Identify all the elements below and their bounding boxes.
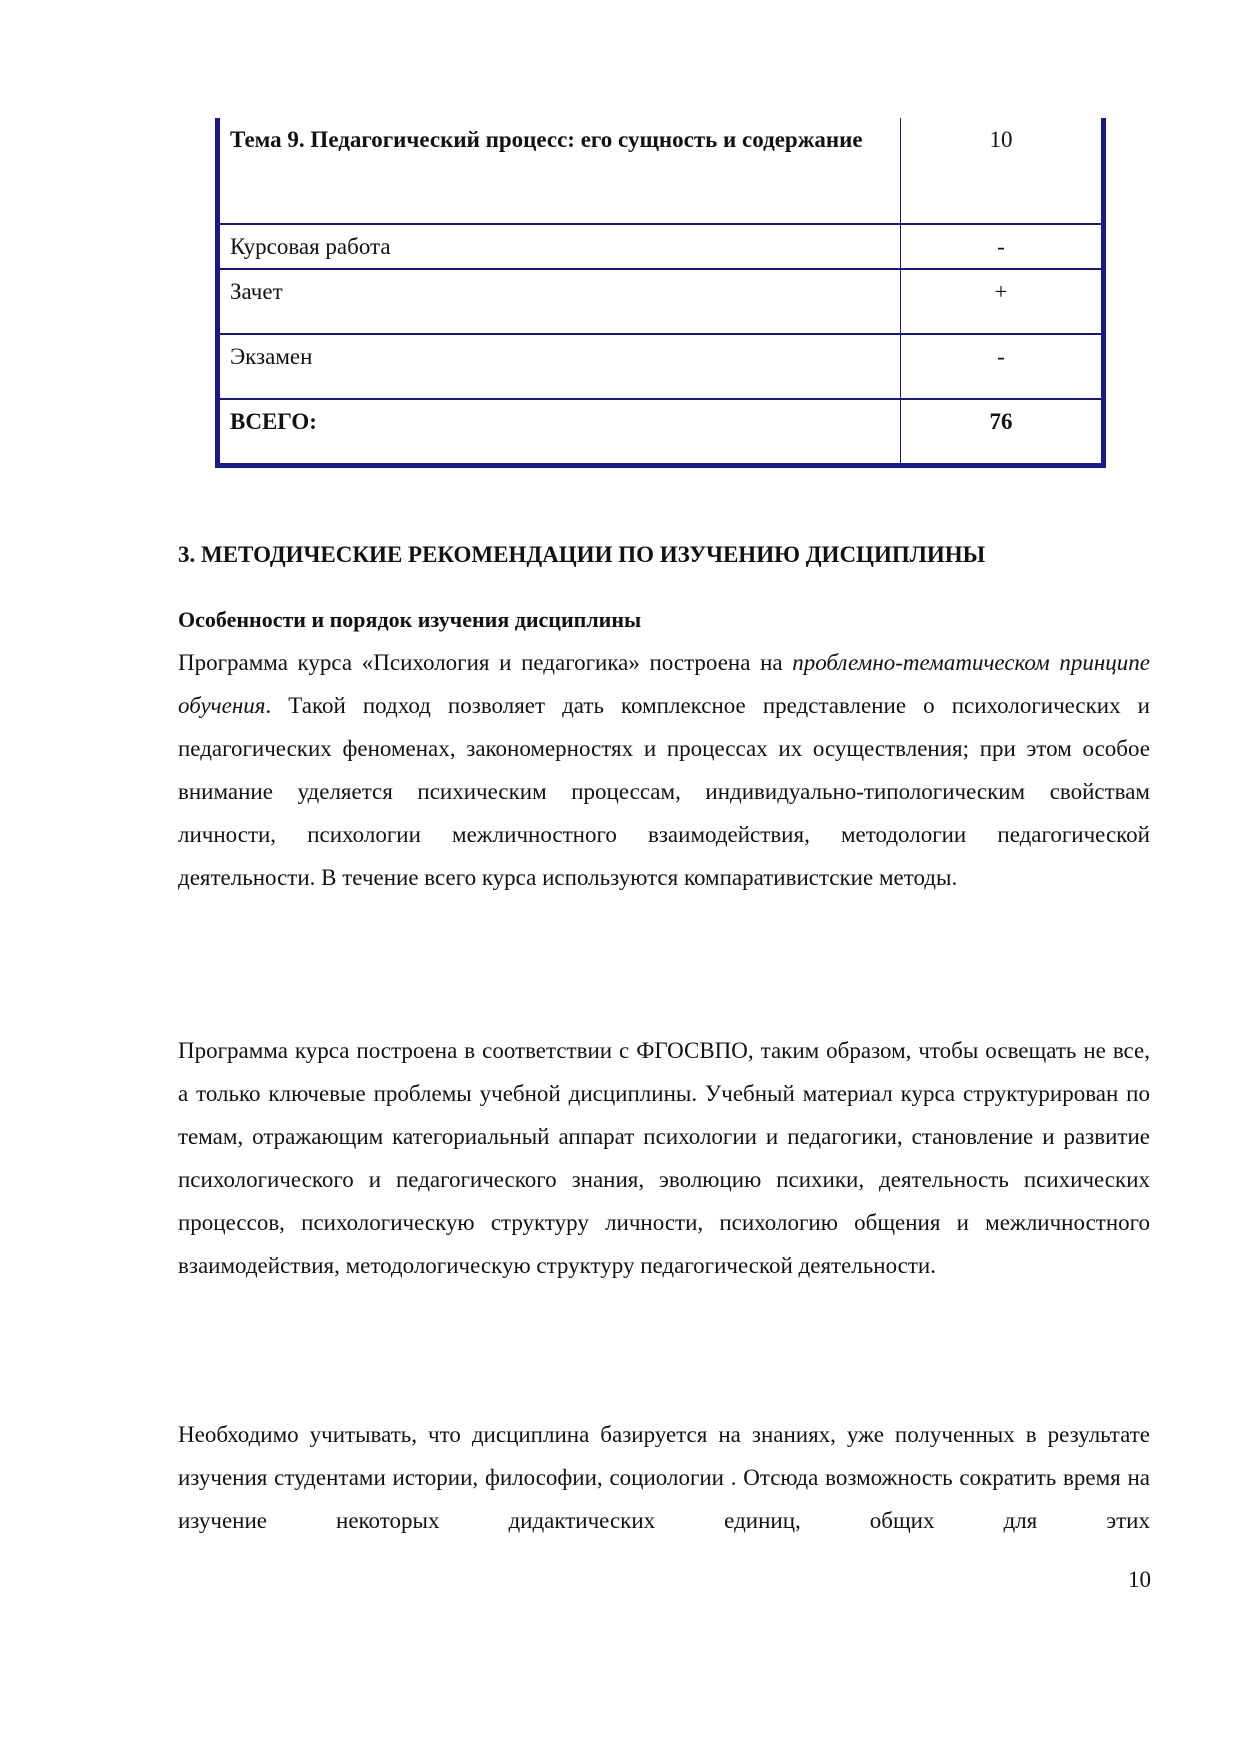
section-subheading: Особенности и порядок изучения дисциплины bbox=[178, 607, 642, 632]
page-number: 10 bbox=[1128, 1567, 1151, 1592]
table-row bbox=[218, 399, 1104, 466]
topic-9-hours: 10 bbox=[901, 118, 1104, 224]
paragraph-1 bbox=[178, 641, 1150, 899]
exam-label: Экзамен bbox=[218, 334, 901, 399]
section-title: 3. МЕТОДИЧЕСКИЕ РЕКОМЕНДАЦИИ ПО ИЗУЧЕНИЮ ДИСЦИПЛИНЫ bbox=[178, 542, 986, 567]
paragraph-1-start: Программа курса «Психология и педагогика» построена на bbox=[178, 650, 793, 675]
topic-9-label: Тема 9. Педагогический процесс: его сущность и содержание bbox=[218, 118, 901, 224]
hours-table-grid bbox=[215, 118, 1106, 468]
coursework-value: - bbox=[901, 224, 1104, 269]
table-row bbox=[218, 224, 1104, 269]
credit-value: + bbox=[901, 269, 1104, 334]
exam-value: - bbox=[901, 334, 1104, 399]
total-value: 76 bbox=[901, 399, 1104, 466]
table-row bbox=[218, 334, 1104, 399]
hours-table bbox=[215, 118, 1106, 468]
table-row bbox=[218, 269, 1104, 334]
paragraph-1-end: . Такой подход позволяет дать комплексное представление о психологических и педагогических феноменах, закономерностях и процессах их осуществления; при этом особое внимание уделяется психическим процессам, индивидуально-типологическим свойствам личности, психологии межличностного взаимодействия, методологии педагогической деятельности. В течение всего курса используются компаративистские методы. bbox=[178, 693, 1150, 890]
paragraph-3: Необходимо учитывать, что дисциплина базируется на знаниях, уже полученных в результате изучения студентами истории, философии, социологии . Отсюда возможность сократить время на изучение некоторых дидактических единиц, общих для этих bbox=[178, 1422, 1150, 1533]
coursework-label: Курсовая работа bbox=[218, 224, 901, 269]
table-row bbox=[218, 118, 1104, 224]
total-label: ВСЕГО: bbox=[218, 399, 901, 466]
credit-label: Зачет bbox=[218, 269, 901, 334]
paragraph-1-emphasis: проблемно-тематическом принципе обучения bbox=[178, 650, 1150, 718]
paragraph-2: Программа курса построена в соответствии с ФГОСВПО, таким образом, чтобы освещать не все, а только ключевые проблемы учебной дисциплины. Учебный материал курса структурирован по темам, отражающим категориальный аппарат психологии и педагогики, становление и развитие психологического и педагогического знания, эволюцию психики, деятельность психических процессов, психологическую структуру личности, психологию общения и межличностного взаимодействия, методологическую структуру педагогической деятельности. bbox=[178, 1038, 1150, 1278]
